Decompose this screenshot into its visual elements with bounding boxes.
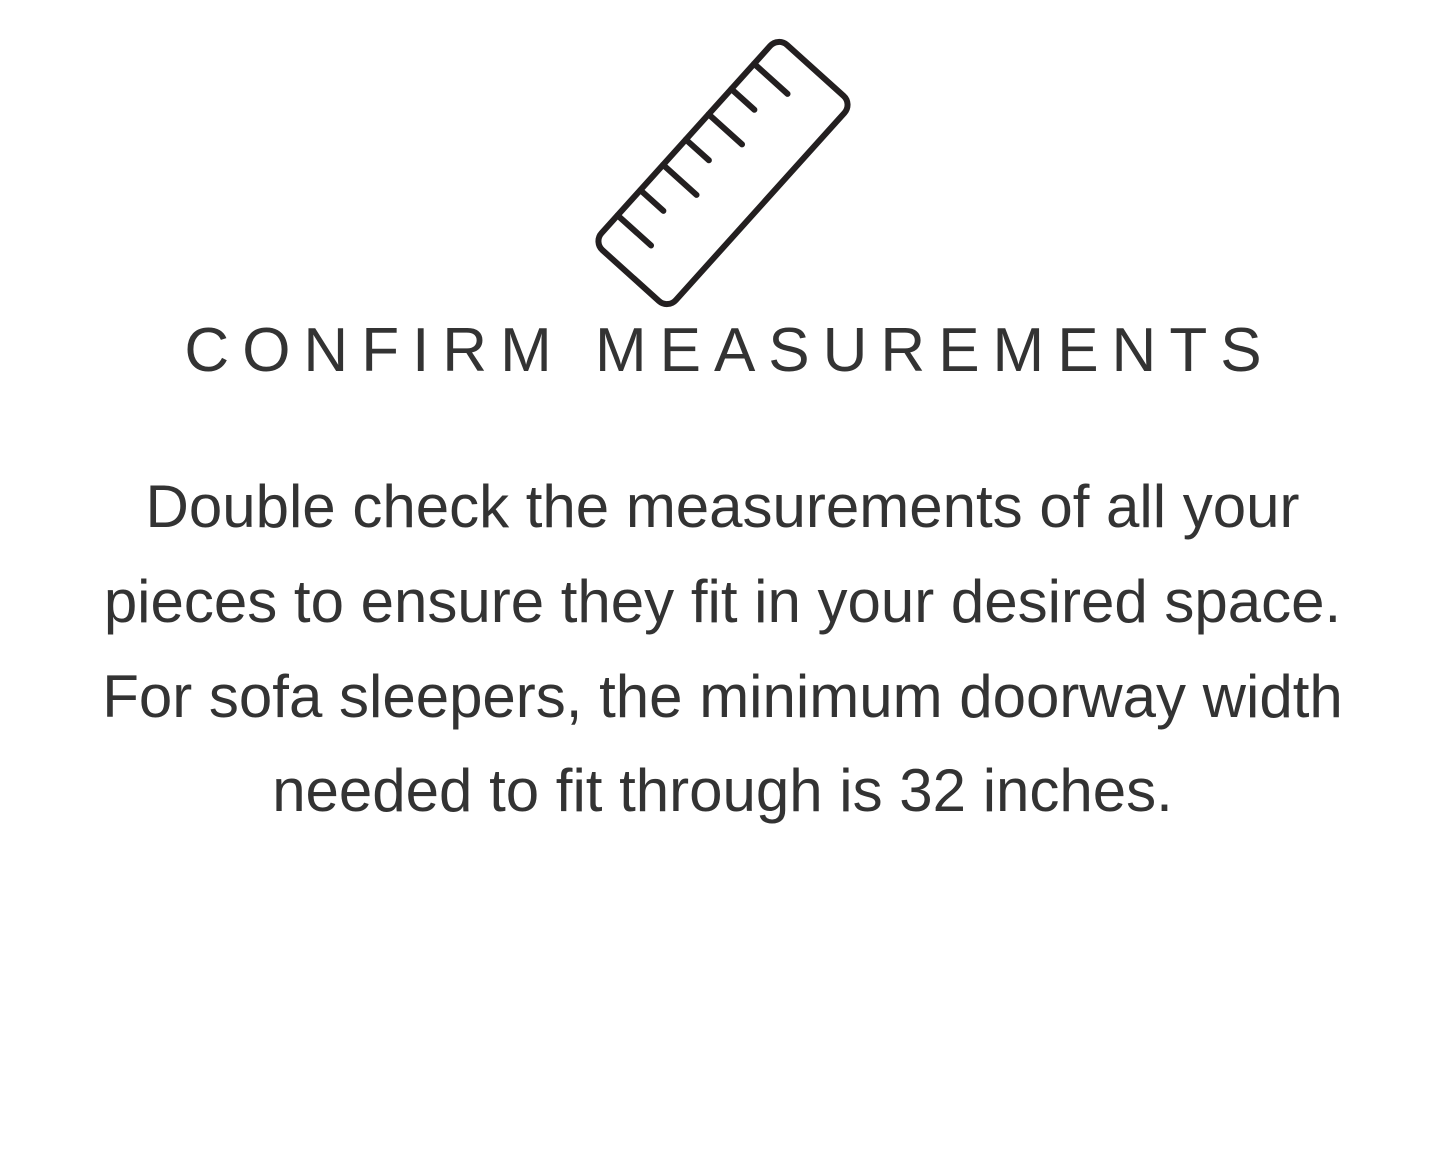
body-text: Double check the measurements of all your pieces to ensure they fit in your desired space. For sofa sleepers, the minimum doorway width needed to fit through is 32 inches. [102, 473, 1343, 825]
ruler-icon [568, 23, 878, 323]
page-title: CONFIRM MEASUREMENTS [184, 316, 1275, 385]
icon-container [0, 0, 1445, 320]
